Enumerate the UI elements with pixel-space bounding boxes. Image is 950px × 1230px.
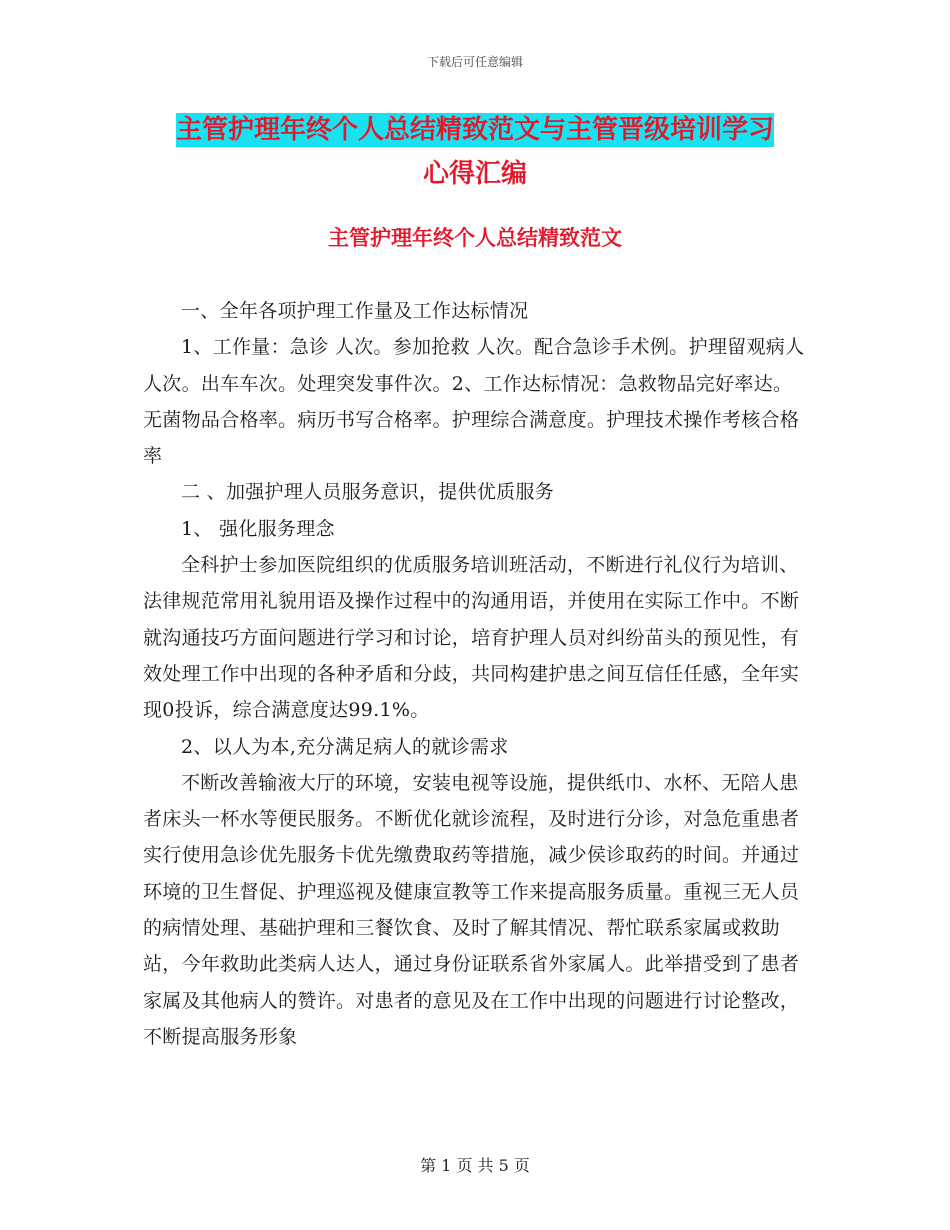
body-text: [143, 293, 808, 1055]
page-number: 第 1 页 共 5 页: [420, 1156, 530, 1175]
paragraph-workload: 1、工作量：急诊 人次。参加抢救 人次。配合急诊手术例。护理留观病人人次。出车车次。处理突发事件次。2、工作达标情况：急救物品完好率达。无菌物品合格率。病历书写合格率。护理综合满意度。护理技术操作考核合格率: [143, 336, 805, 468]
header-note: 下载后可任意编辑: [426, 55, 523, 69]
document-title: [0, 108, 950, 196]
paragraph-service-concept: 全科护士参加医院组织的优质服务培训班活动，不断进行礼仪行为培训、法律规范常用礼貌用语及操作过程中的沟通用语，并使用在实际工作中。不断就沟通技巧方面问题进行学习和讨论，培育护理人员对纠纷苗头的预见性，有效处理工作中出现的各种矛盾和分歧，共同构建护患之间互信任任感，全年实现0投诉，综合满意度达99.1%。: [143, 554, 800, 722]
document-title-line-2: 心得汇编: [422, 159, 527, 189]
heading-workload: 一、全年各项护理工作量及工作达标情况: [181, 300, 529, 322]
section-title: 主管护理年终个人总结精致范文: [328, 226, 622, 250]
paragraph-patient-needs: 不断改善输液大厅的环境，安装电视等设施，提供纸巾、水杯、无陪人患者床头一杯水等便民服务。不断优化就诊流程，及时进行分诊，对急危重患者实行使用急诊优先服务卡优先缴费取药等措施，减少侯诊取药的时间。并通过环境的卫生督促、护理巡视及健康宣教等工作来提高服务质量。重视三无人员的病情处理、基础护理和三餐饮食、及时了解其情况、帮忙联系家属或救助站，今年救助此类病人达人，通过身份证联系省外家属人。此举措受到了患者家属及其他病人的赞许。对患者的意见及在工作中出现的问题进行讨论整改，不断提高服务形象: [143, 771, 800, 1048]
subheading-patient-needs: 2、以人为本,充分满足病人的就诊需求: [181, 735, 509, 758]
document-title-line-1: 主管护理年终个人总结精致范文与主管晋级培训学习: [175, 115, 774, 145]
heading-service-awareness: 二 、加强护理人员服务意识，提供优质服务: [181, 481, 555, 504]
subheading-service-concept: 1、 强化服务理念: [181, 517, 335, 540]
